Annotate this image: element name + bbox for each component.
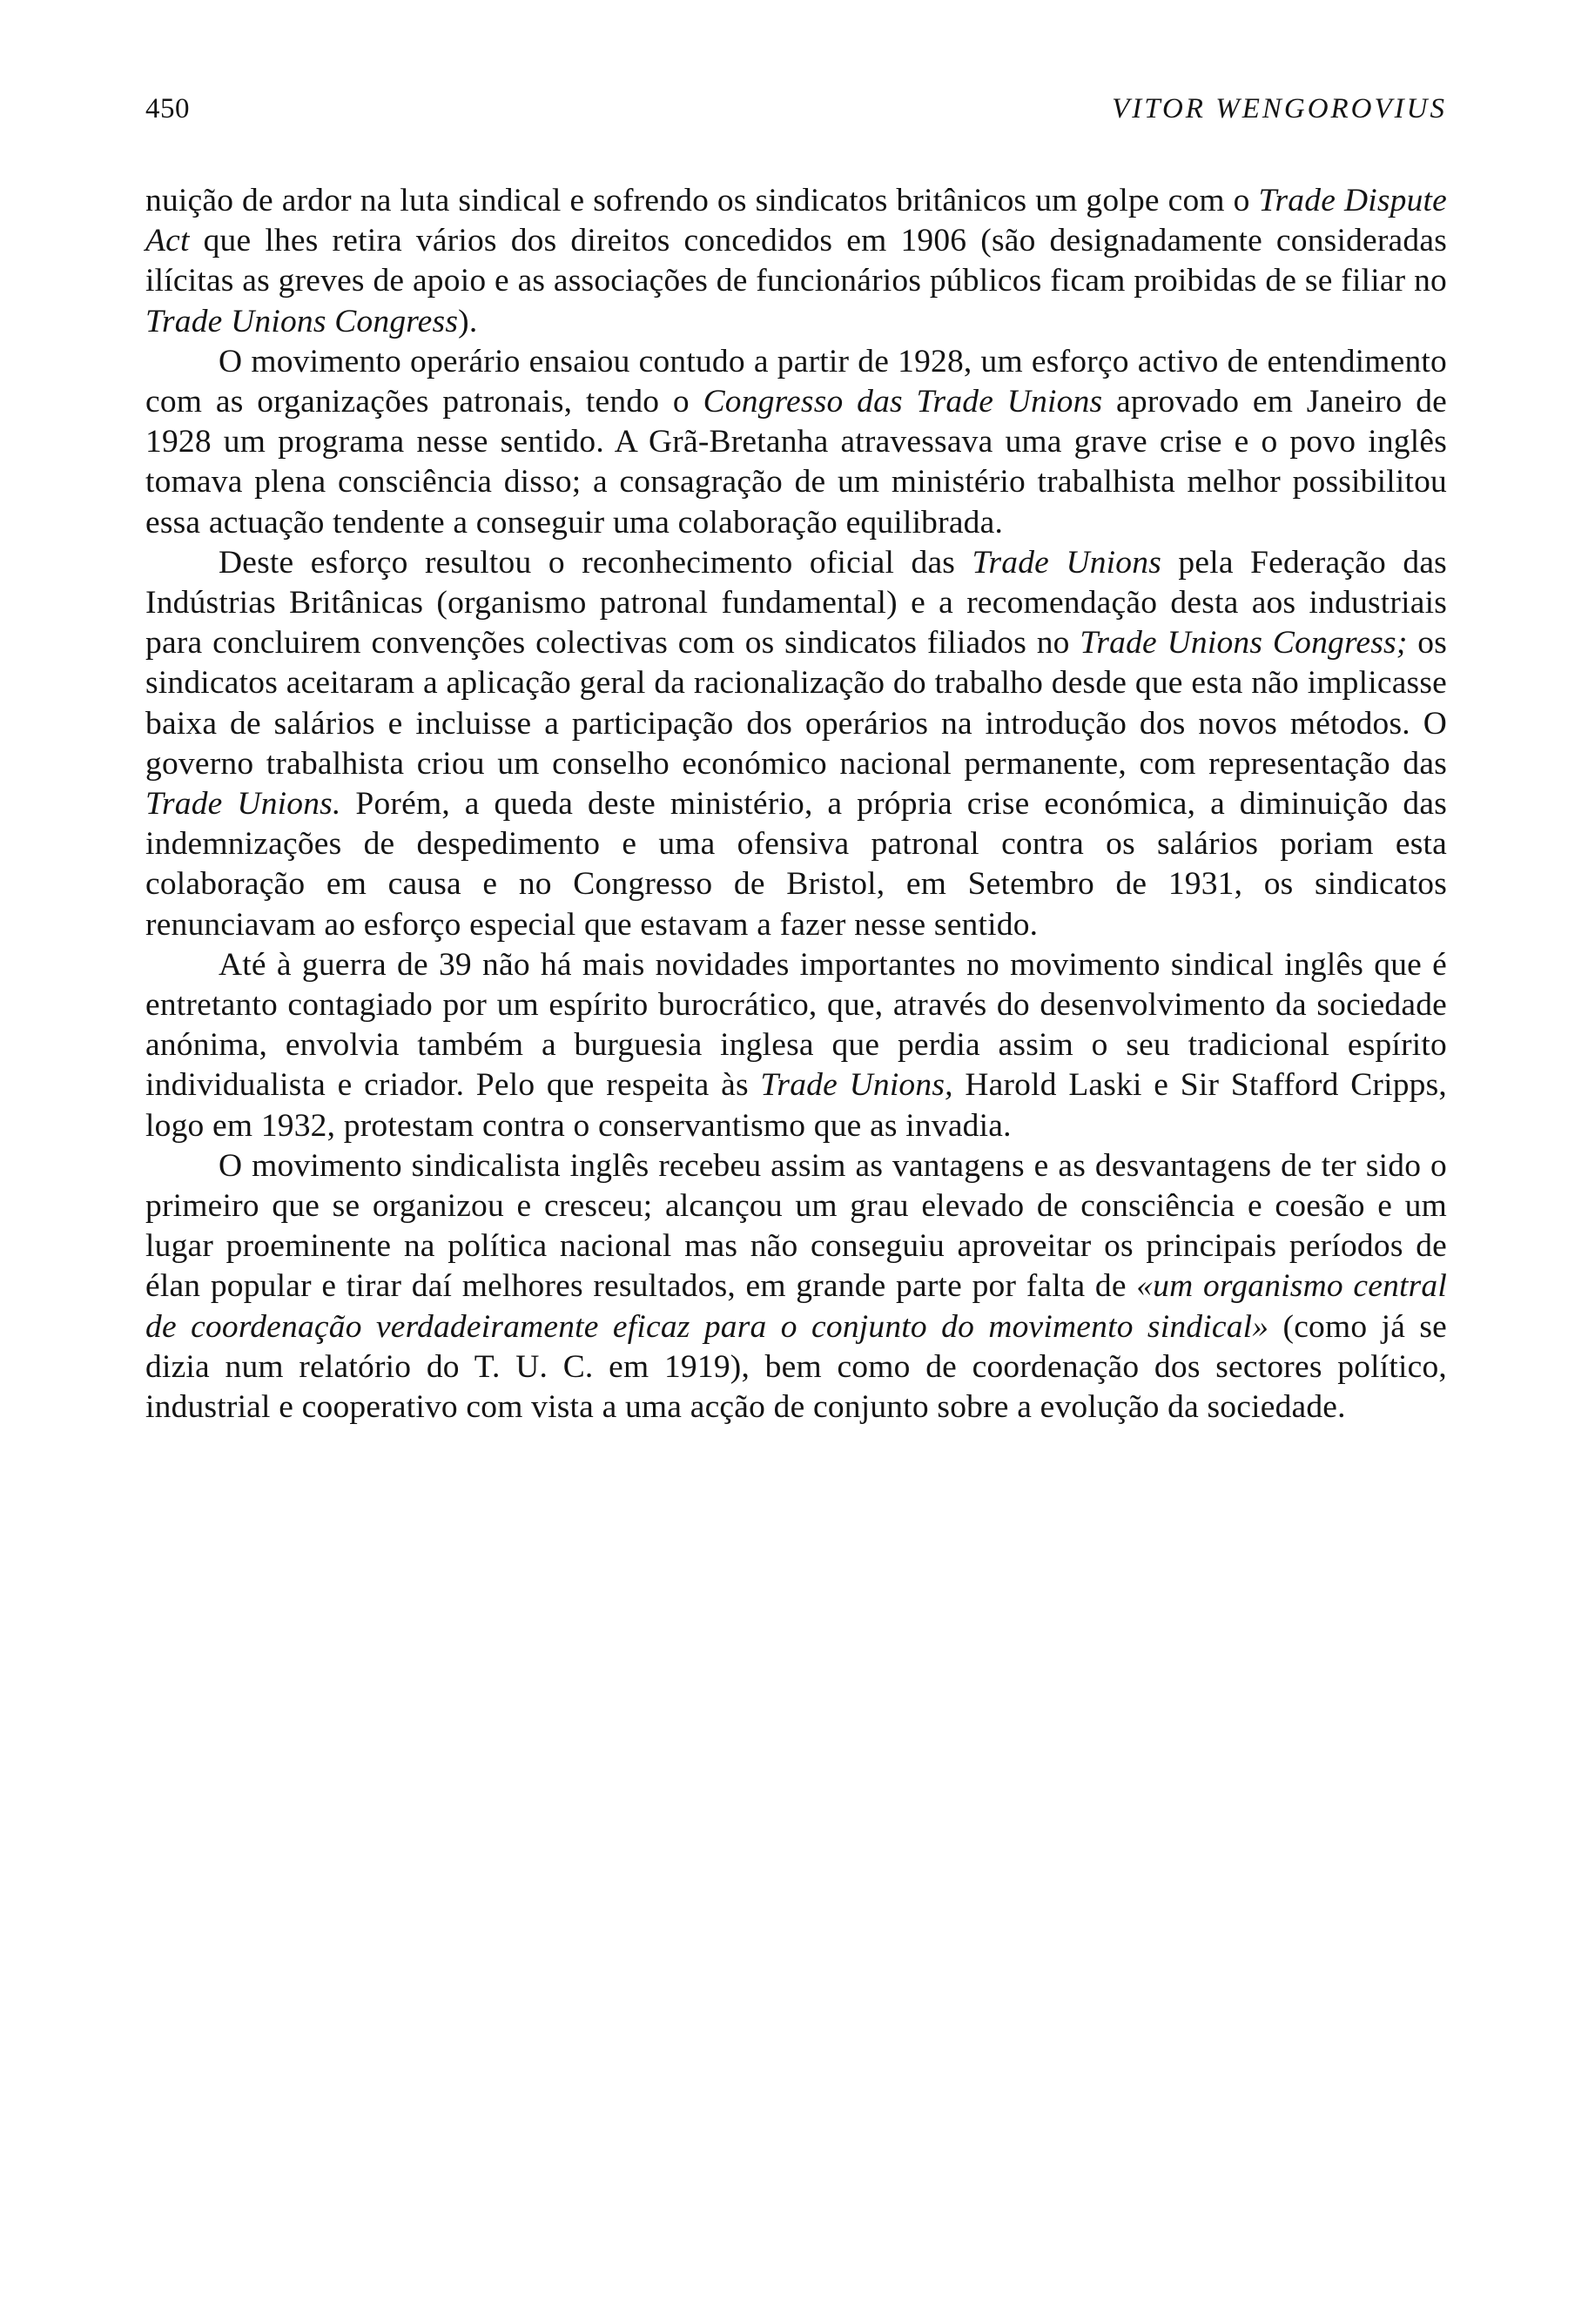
paragraph: [145, 543, 1447, 945]
text-run: Deste esforço resultou o reconhecimento oficial das: [219, 544, 972, 581]
paragraph: [145, 1146, 1447, 1427]
text-run: nuição de ardor na luta sindical e sofrendo os sindicatos britânicos um golpe com o: [145, 183, 1259, 218]
italic-title: Congresso das Trade Unions: [703, 384, 1103, 420]
italic-title: Trade Unions: [972, 544, 1161, 581]
text-run: ).: [458, 303, 478, 339]
text-run: Até à guerra de 39 não há mais novidades importantes no movimento sindical inglês que é entretanto contagiado por um espírito burocrático, que, através do desenvolvimento da sociedade anónima, envolvia também a burguesia inglesa que perdia assim o seu tradicional espírito individualista e criador. Pelo que respeita às: [145, 946, 1447, 1104]
text-run: pela Federação das Indústrias Britânicas (organismo patronal fundamental) e a recomendação desta aos industriais para concluirem convenções colectivas com os sindicatos filiados no: [145, 544, 1447, 662]
text-run: aprovado em Janeiro de 1928 um programa nesse sentido. A Grã-Bretanha atravessava uma grave crise e o povo inglês tomava plena consciência disso; a consagração de um ministério trabalhista melhor possibilitou essa actuação tendente a conseguir uma colaboração equilibrada.: [145, 384, 1447, 541]
text-run: O movimento operário ensaiou contudo a partir de 1928, um esforço activo de entendimento com as organizações patronais, tendo o: [145, 343, 1447, 420]
paragraph: [145, 945, 1447, 1146]
page-header: [145, 87, 1447, 131]
italic-title: Trade Unions Congress: [145, 303, 459, 339]
text-run: O movimento sindicalista inglês recebeu assim as vantagens e as desvantagens de ter sido o primeiro que se organizou e cresceu; alcançou um grau elevado de consciência e coesão e um lugar proeminente na política nacional mas não conseguiu aproveitar os principais períodos de élan popular e tirar daí melhores resultados, em grande parte por falta de: [145, 1147, 1447, 1305]
paragraph: [145, 342, 1447, 543]
italic-title: Trade Unions Congress;: [1080, 625, 1408, 662]
italic-quotation: «um organismo central de coordenação verdadeiramente eficaz para o conjunto do movimento sindical»: [145, 1268, 1447, 1345]
italic-title: Trade Unions,: [760, 1067, 953, 1104]
text-run: que lhes retira vários dos direitos concedidos em 1906 (são designadamente consideradas ilícitas as greves de apoio e as associações de funcionários públicos ficam proibidas de se filiar no: [145, 223, 1447, 299]
paragraph: [145, 181, 1447, 342]
text-run: (como já se dizia num relatório do T. U. C. em 1919), bem como de coordenação dos sectores político, industrial e cooperativo com vista a uma acção de conjunto sobre a evolução da sociedade.: [145, 1308, 1447, 1426]
page-number: 450: [145, 93, 190, 124]
text-run: os sindicatos aceitaram a aplicação geral da racionalização do trabalho desde que esta não implicasse baixa de salários e incluisse a participação dos operários na introdução dos novos métodos. O governo trabalhista criou um conselho económico nacional permanente, com representação das: [145, 625, 1447, 782]
running-head-author: VITOR WENGOROVIUS: [1112, 93, 1447, 124]
body-text: [145, 181, 1447, 1427]
italic-title: Trade Dispute Act: [145, 183, 1448, 259]
italic-title: Trade Unions.: [145, 786, 341, 823]
text-run: Harold Laski e Sir Stafford Cripps, logo em 1932, protestam contra o conservantismo que as invadia.: [145, 1067, 1448, 1144]
text-run: Porém, a queda deste ministério, a própria crise económica, a diminuição das indemnizações de despedimento e uma ofensiva patronal contra os salários poriam esta colaboração em causa e no Congresso de Bristol, em Setembro de 1931, os sindicatos renunciavam ao esforço especial que estavam a fazer nesse sentido.: [145, 786, 1447, 943]
